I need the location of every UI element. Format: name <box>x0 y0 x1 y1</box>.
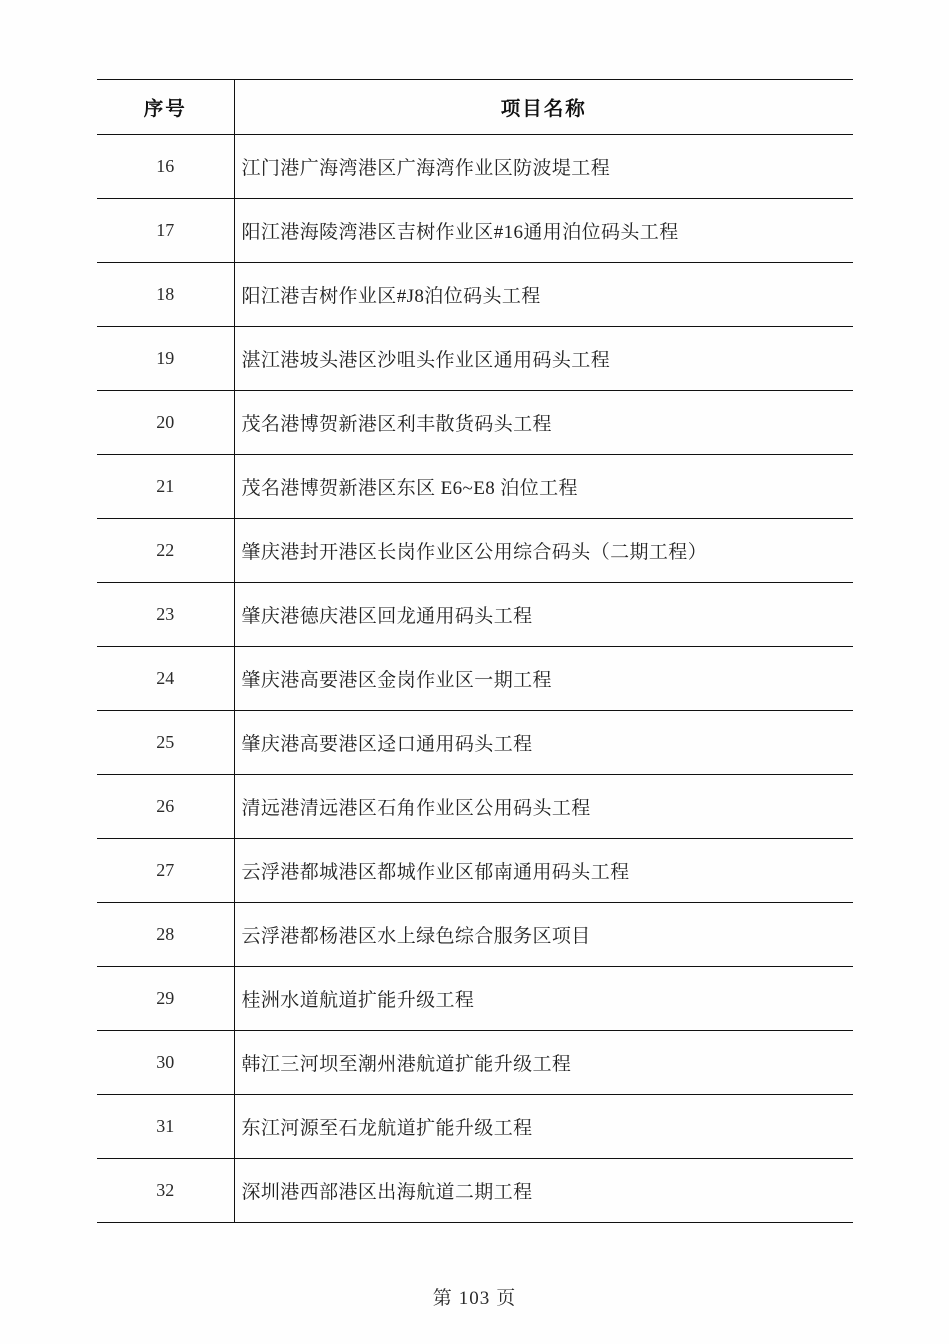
page-footer <box>0 1283 949 1310</box>
project-name-cell: 阳江港海陵湾港区吉树作业区#16通用泊位码头工程 <box>234 199 853 263</box>
row-index-cell: 25 <box>97 711 234 775</box>
row-index-cell: 32 <box>97 1159 234 1223</box>
project-name-cell: 清远港清远港区石角作业区公用码头工程 <box>234 775 853 839</box>
project-name-cell: 茂名港博贺新港区东区 E6~E8 泊位工程 <box>234 455 853 519</box>
project-name-cell: 湛江港坡头港区沙咀头作业区通用码头工程 <box>234 327 853 391</box>
column-header-index: 序号 <box>97 80 234 135</box>
row-index-cell: 29 <box>97 967 234 1031</box>
project-name-cell: 深圳港西部港区出海航道二期工程 <box>234 1159 853 1223</box>
table-row <box>97 1095 853 1159</box>
table-row <box>97 391 853 455</box>
column-header-name: 项目名称 <box>234 80 853 135</box>
project-name-cell: 阳江港吉树作业区#J8泊位码头工程 <box>234 263 853 327</box>
row-index-cell: 26 <box>97 775 234 839</box>
table-row <box>97 1031 853 1095</box>
table-row <box>97 327 853 391</box>
row-index-cell: 23 <box>97 583 234 647</box>
footer-suffix: 页 <box>496 1288 517 1309</box>
project-name-cell: 东江河源至石龙航道扩能升级工程 <box>234 1095 853 1159</box>
row-index-cell: 18 <box>97 263 234 327</box>
project-name-cell: 桂洲水道航道扩能升级工程 <box>234 967 853 1031</box>
table-row <box>97 519 853 583</box>
table-row <box>97 711 853 775</box>
row-index-cell: 22 <box>97 519 234 583</box>
table-row <box>97 455 853 519</box>
row-index-cell: 16 <box>97 135 234 199</box>
row-index-cell: 28 <box>97 903 234 967</box>
project-list-table <box>97 79 853 1223</box>
row-index-cell: 20 <box>97 391 234 455</box>
row-index-cell: 19 <box>97 327 234 391</box>
project-name-cell: 肇庆港高要港区迳口通用码头工程 <box>234 711 853 775</box>
table-row <box>97 903 853 967</box>
footer-page-number: 103 <box>458 1288 491 1309</box>
table-row <box>97 199 853 263</box>
project-name-cell: 肇庆港德庆港区回龙通用码头工程 <box>234 583 853 647</box>
row-index-cell: 17 <box>97 199 234 263</box>
project-name-cell: 韩江三河坝至潮州港航道扩能升级工程 <box>234 1031 853 1095</box>
project-name-cell: 江门港广海湾港区广海湾作业区防波堤工程 <box>234 135 853 199</box>
footer-prefix: 第 <box>432 1288 453 1309</box>
table-row <box>97 647 853 711</box>
row-index-cell: 21 <box>97 455 234 519</box>
table-row <box>97 967 853 1031</box>
project-name-cell: 肇庆港封开港区长岗作业区公用综合码头（二期工程） <box>234 519 853 583</box>
table-header-row <box>97 80 853 135</box>
project-name-cell: 肇庆港高要港区金岗作业区一期工程 <box>234 647 853 711</box>
table-body <box>97 135 853 1223</box>
row-index-cell: 30 <box>97 1031 234 1095</box>
table-row <box>97 1159 853 1223</box>
project-name-cell: 茂名港博贺新港区利丰散货码头工程 <box>234 391 853 455</box>
table-row <box>97 583 853 647</box>
row-index-cell: 24 <box>97 647 234 711</box>
table-row <box>97 135 853 199</box>
table-row <box>97 263 853 327</box>
table-row <box>97 839 853 903</box>
row-index-cell: 27 <box>97 839 234 903</box>
project-name-cell: 云浮港都城港区都城作业区郁南通用码头工程 <box>234 839 853 903</box>
row-index-cell: 31 <box>97 1095 234 1159</box>
table-row <box>97 775 853 839</box>
project-name-cell: 云浮港都杨港区水上绿色综合服务区项目 <box>234 903 853 967</box>
